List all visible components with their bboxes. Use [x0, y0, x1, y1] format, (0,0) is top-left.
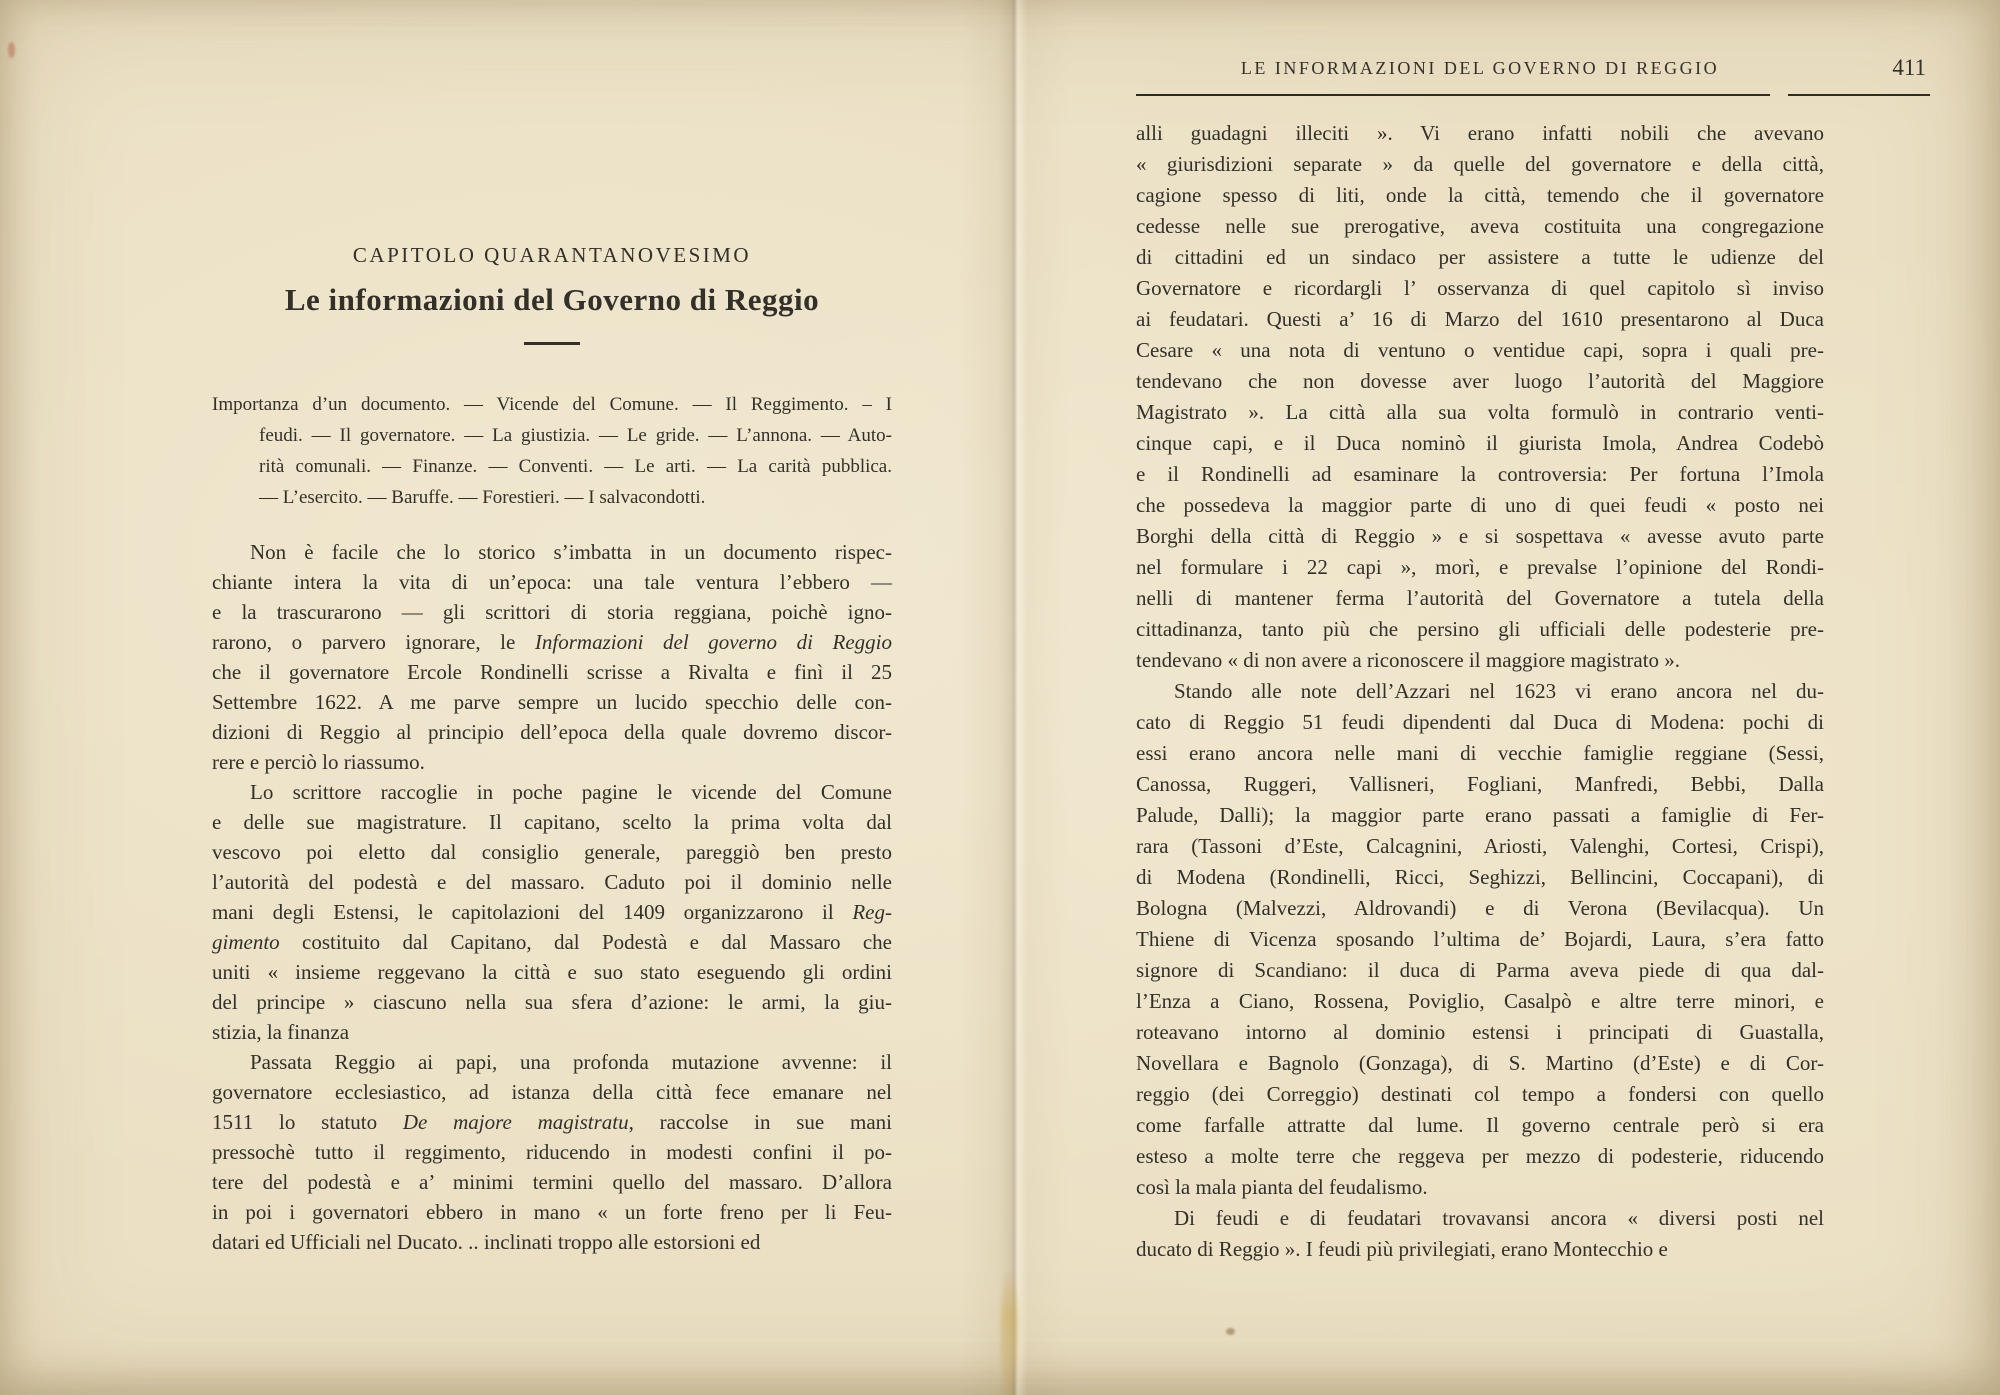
text-line: stizia, la finanza: [212, 1020, 350, 1044]
text-line: pressochè tutto il reggimento, riducendo in modesti confini il po-: [212, 1140, 892, 1164]
text-line: nelli di mantener ferma l’autorità del Governatore a tutela della: [1136, 586, 1824, 610]
text-line: Lo scrittore raccoglie in poche pagine le vicende del Comune: [250, 780, 892, 804]
text-line: chiante intera la vita di un’epoca: una tale ventura l’ebbero —: [212, 570, 892, 594]
text-line: signore di Scandiano: il duca di Parma aveva piede di qua dal-: [1136, 958, 1824, 982]
paper-speck: [8, 42, 15, 58]
text-line: essi erano ancora nelle mani di vecchie famiglie reggiane (Sessi,: [1136, 741, 1824, 765]
text-line: rara (Tassoni d’Este, Calcagnini, Ariosti, Valenghi, Cortesi, Crispi),: [1136, 834, 1824, 858]
text-line: vescovo poi eletto dal consiglio generale, pareggiò ben presto: [212, 840, 892, 864]
text-line: di Modena (Rondinelli, Ricci, Seghizzi, Bellincini, Coccapani), di: [1136, 865, 1824, 889]
paragraph: [212, 389, 892, 513]
text-line: in poi i governatori ebbero in mano « un forte freno per li Feu-: [212, 1200, 892, 1224]
text-line: tere del podestà e a’ minimi termini quello del massaro. D’allora: [212, 1170, 892, 1194]
text-line: cittadinanza, tanto più che persino gli ufficiali delle podesterie pre-: [1136, 617, 1824, 641]
text-line: rarono, o parvero ignorare, le Informazioni del governo di Reggio: [212, 630, 893, 654]
text-line: — L’esercito. — Baruffe. — Forestieri. — I salvacondotti.: [259, 487, 706, 508]
text-line: gimento costituito dal Capitano, dal Podestà e dal Massaro che: [212, 930, 892, 954]
text-line: alli guadagni illeciti ». Vi erano infatti nobili che avevano: [1136, 121, 1824, 145]
left-page-body: [212, 537, 892, 1257]
text-line: Borghi della città di Reggio » e si sospettava « avesse avuto parte: [1136, 524, 1824, 548]
paragraph: [1136, 676, 1824, 1203]
text-line: Stando alle note dell’Azzari nel 1623 vi erano ancora nel du-: [1174, 679, 1824, 703]
text-line: Bologna (Malvezzi, Aldrovandi) e di Verona (Bevilacqua). Un: [1136, 896, 1824, 920]
text-line: Importanza d’un documento. — Vicende del Comune. — Il Reggimento. – I: [212, 394, 892, 415]
paragraph: [212, 1047, 892, 1257]
text-line: Palude, Dalli); la maggior parte erano passati a famiglie di Fer-: [1136, 803, 1824, 827]
text-line: del principe » ciascuno nella sua sfera d’azione: le armi, la giu-: [212, 990, 892, 1014]
text-line: ducato di Reggio ». I feudi più privilegiati, erano Montecchio e: [1136, 1237, 1668, 1261]
paragraph: [1136, 118, 1824, 676]
paragraph: [212, 777, 892, 1047]
text-line: Canossa, Ruggeri, Vallisneri, Fogliani, Manfredi, Bebbi, Dalla: [1136, 772, 1824, 796]
text-line: Magistrato ». La città alla sua volta formulò in contrario venti-: [1136, 400, 1824, 424]
text-line: governatore ecclesiastico, ad istanza della città fece emanare nel: [212, 1080, 892, 1104]
text-line: che il governatore Ercole Rondinelli scrisse a Rivalta e finì il 25: [212, 660, 892, 684]
text-line: e delle sue magistrature. Il capitano, scelto la prima volta dal: [212, 810, 892, 834]
text-line: « giurisdizioni separate » da quelle del governatore e della città,: [1136, 152, 1824, 176]
text-line: che possedeva la maggior parte di uno di quei feudi « posto nei: [1136, 493, 1824, 517]
text-line: di cittadini ed un sindaco per assistere a tutte le udienze del: [1136, 245, 1824, 269]
page-gutter-fold: [958, 0, 1070, 1395]
text-line: nel formulare i 22 capi », morì, e prevalse l’opinione del Rondi-: [1136, 555, 1824, 579]
text-line: cedesse nelle sue prerogative, aveva costituita una congregazione: [1136, 214, 1824, 238]
text-line: cinque capi, e il Duca nominò il giurista Imola, Andrea Codebò: [1136, 431, 1824, 455]
text-line: l’autorità del podestà e del massaro. Caduto poi il dominio nelle: [212, 870, 892, 894]
chapter-summary: [212, 389, 892, 513]
chapter-heading: CAPITOLO QUARANTANOVESIMO: [352, 243, 752, 267]
text-line: cagione spesso di liti, onde la città, temendo che il governatore: [1136, 183, 1824, 207]
text-line: tendevano « di non avere a riconoscere il maggiore magistrato ».: [1136, 648, 1681, 672]
title-divider: [524, 342, 580, 345]
text-line: cato di Reggio 51 feudi dipendenti dal Duca di Modena: pochi di: [1136, 710, 1824, 734]
text-line: e la trascurarono — gli scrittori di storia reggiana, poichè igno-: [212, 600, 892, 624]
text-line: Di feudi e di feudatari trovavansi ancora « diversi posti nel: [1174, 1206, 1824, 1230]
paper-speck: [1226, 1328, 1235, 1335]
paper-stain: [1001, 1272, 1018, 1395]
right-page: [1136, 0, 1930, 1265]
text-line: roteavano intorno al dominio estensi i principati di Guastalla,: [1136, 1020, 1824, 1044]
text-line: l’Enza a Ciano, Rossena, Poviglio, Casalpò e altre terre minori, e: [1136, 989, 1824, 1013]
left-page: [212, 0, 892, 1257]
text-line: mani degli Estensi, le capitolazioni del 1409 organizzarono il Reg-: [212, 900, 892, 924]
text-line: Non è facile che lo storico s’imbatta in un documento rispec-: [250, 540, 892, 564]
page-number: 411: [1892, 55, 1926, 80]
text-line: rere e perciò lo riassumo.: [212, 750, 425, 774]
text-line: datari ed Ufficiali nel Ducato. .. inclinati troppo alle estorsioni ed: [212, 1230, 761, 1254]
text-line: e il Rondinelli ad esaminare la controversia: Per fortuna l’Imola: [1136, 462, 1824, 486]
text-line: così la mala pianta del feudalismo.: [1136, 1175, 1428, 1199]
text-line: Settembre 1622. A me parve sempre un lucido specchio delle con-: [212, 690, 892, 714]
paragraph: [1136, 1203, 1824, 1265]
text-line: rità comunali. — Finanze. — Conventi. — Le arti. — La carità pubblica.: [259, 456, 892, 477]
text-line: dizioni di Reggio al principio dell’epoca della quale dovremo discor-: [212, 720, 892, 744]
text-line: reggio (dei Correggio) destinati col tempo a fondersi con quello: [1136, 1082, 1824, 1106]
text-line: Novellara e Bagnolo (Gonzaga), di S. Martino (d’Este) e di Cor-: [1136, 1051, 1824, 1075]
right-page-body: [1136, 118, 1824, 1265]
text-line: ai feudatari. Questi a’ 16 di Marzo del 1610 presentarono al Duca: [1136, 307, 1824, 331]
text-line: Governatore e ricordargli l’ osservanza di quel capitolo sì inviso: [1136, 276, 1824, 300]
text-line: uniti « insieme reggevano la città e suo stato eseguendo gli ordini: [212, 960, 892, 984]
chapter-title: Le informazioni del Governo di Reggio: [284, 282, 820, 317]
text-line: esteso a molte terre che reggeva per mezzo di podesterie, riducendo: [1136, 1144, 1824, 1168]
text-line: Thiene di Vicenza sposando l’ultima de’ Bojardi, Laura, s’era fatto: [1136, 927, 1824, 951]
text-line: 1511 lo statuto De majore magistratu, raccolse in sue mani: [212, 1110, 892, 1134]
text-line: feudi. — Il governatore. — La giustizia. — Le gride. — L’annona. — Auto-: [259, 425, 892, 446]
paragraph: [212, 537, 892, 777]
text-line: tendevano che non dovesse aver luogo l’autorità del Maggiore: [1136, 369, 1824, 393]
text-line: Passata Reggio ai papi, una profonda mutazione avvenne: il: [250, 1050, 892, 1074]
running-header-title: LE INFORMAZIONI DEL GOVERNO DI REGGIO: [1240, 58, 1720, 78]
text-line: Cesare « una nota di ventuno o ventidue capi, sopra i quali pre-: [1136, 338, 1824, 362]
text-line: come farfalle attratte dal lume. Il governo centrale però si era: [1136, 1113, 1824, 1137]
header-rule: [1136, 94, 1930, 96]
running-header-row: [1136, 55, 1930, 86]
